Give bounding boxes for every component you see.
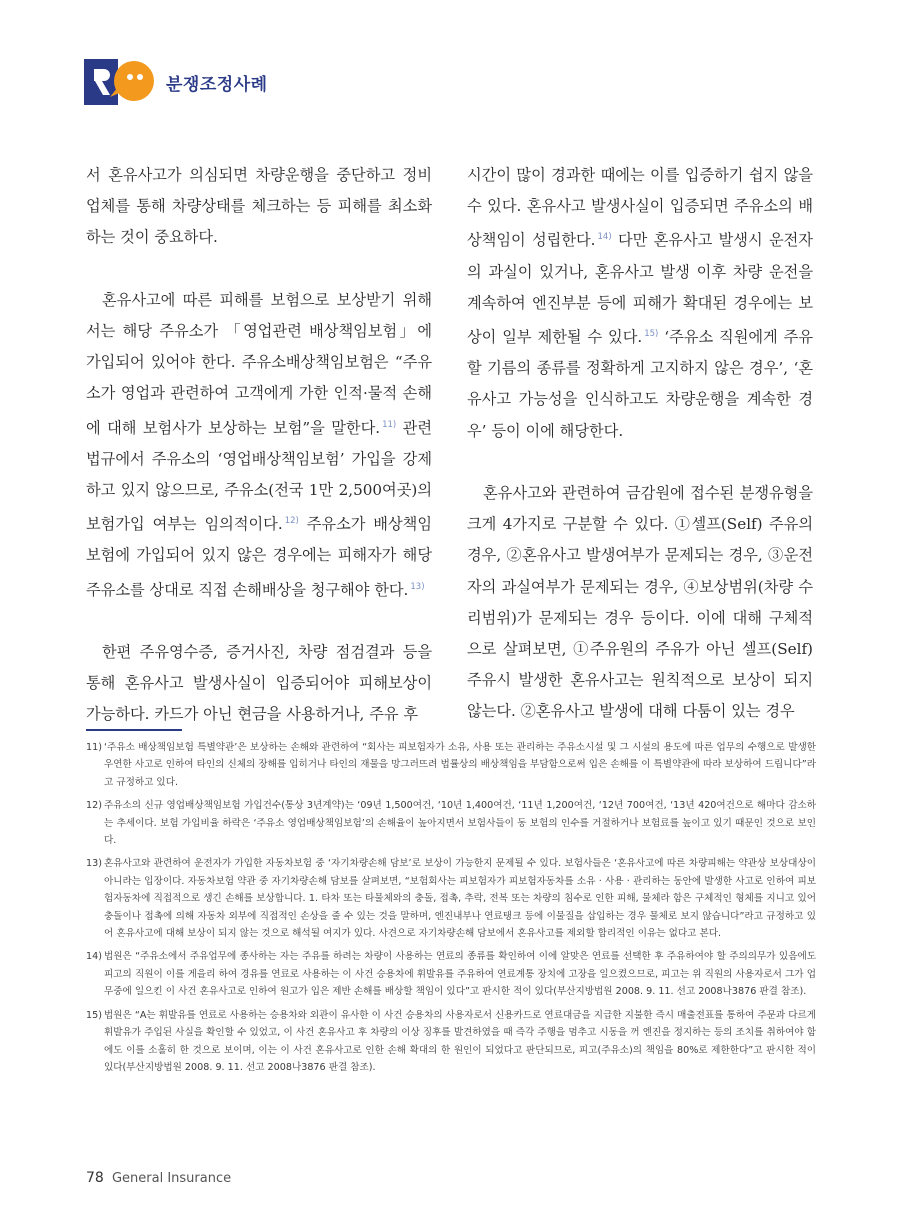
section-logo-icon [84,59,156,105]
footnote-ref[interactable]: 14) [597,232,612,243]
paragraph: 혼유사고와 관련하여 금감원에 접수된 분쟁유형을 크게 4가지로 구분할 수 있다. ①셀프(Self) 주유의 경우, ②혼유사고 발생여부가 문제되는 경우, ③운전자의 과실여부가 문제되는 경우, ④보상범위(차량 수리범위)가 문제되는 경우 등이다. 이에 대해 구체적으로 살펴보면, ①주유원의 주유가 아닌 셀프(Self) 주유시 발생한 혼유사고는 원칙적으로 보상이 되지 않는다. ②혼유사고 발생에 대해 다툼이 있는 경우 [467,484,813,721]
section-title: 분쟁조정사례 [166,74,268,95]
footnote-item: 15) 법원은 “A는 휘발유를 연료로 사용하는 승용차와 외관이 유사한 이 사건 승용차의 사용자로서 신용카드로 연료대금을 지급한 지불한 즉시 매출전표를 통하여 주문과 다르게 휘발유가 주입된 사실을 확인할 수 있었고, 이 사건 혼유사고 후 차량의 이상 징후를 발견하였을 때 즉각 주행을 멈추고 시동을 꺼 엔진을 정지하는 등의 조치를 취하여야 함에도 이를 소홀히 한 것으로 보이며, 이는 이 사건 혼유사고로 인한 손해 확대의 한 원인이 되었다고 판단되므로, 피고(주유소)의 책임을 80%로 제한한다”고 판시한 적이 있다(부산지방법원 2008. 9. 11. 선고 2008나3876 판결 참조). [86,1009,817,1073]
footnote-ref[interactable]: 11) [382,419,397,430]
publication-name: General Insurance [111,1171,232,1186]
paragraph: 서 혼유사고가 의심되면 차량운행을 중단하고 정비업체를 통해 차량상태를 체크하는 등 피해를 최소화하는 것이 중요하다. [86,166,432,247]
footnote-ref[interactable]: 13) [410,581,425,592]
footnote-divider [86,729,182,731]
page-header [84,58,268,106]
body-column-right [467,160,813,728]
footnote-ref[interactable]: 15) [644,329,659,340]
paragraph: 혼유사고에 따른 피해를 보험으로 보상받기 위해서는 해당 주유소가 「영업관련 배상책임보험」에 가입되어 있어야 한다. 주유소배상책임보험은 “주유소가 영업과 관련하여 고객에게 가한 인적·물적 손해에 대해 보험사가 보상하는 보험”을 말한다. $^{11)}$ 관련 법규에서 주유소의 ‘영업배상책임보험’ 가입을 강제하고 있지 않으므로, 주유소(전국 1만 2,500여곳)의 보험가입 여부는 임의적이다. $^{12)}$ 주유소가 배상책임보험에 가입되어 있지 않은 경우에는 피해자가 해당 주유소를 상대로 직접 손해배상을 청구해야 한다. $^{13)}$ [86,290,433,599]
body-column-left [86,160,432,731]
page-footer [86,1170,231,1186]
paragraph: 시간이 많이 경과한 때에는 이를 입증하기 쉽지 않을 수 있다. 혼유사고 발생사실이 입증되면 주유소의 배상책임이 성립한다. $^{14)}$ 다만 혼유사고 발생시 운전자의 과실이 있거나, 혼유사고 발생 이후 차량 운전을 계속하여 엔진부분 등에 피해가 확대된 경우에는 보상이 일부 제한될 수 있다. $^{15)}$ ‘주유소 직원에게 주유할 기름의 종류를 정확하게 고지하지 않은 경우’, ‘혼유사고 가능성을 인식하고도 차량운행을 계속한 경우’ 등이 이에 해당한다. [467,166,813,440]
footnotes [86,739,816,1082]
page-number: 78 [86,1170,104,1186]
footnote-item: 12) 주유소의 신규 영업배상책임보험 가입건수(통상 3년계약)는 ‘09년 1,500여건, ‘10년 1,400여건, ‘11년 1,200여건, ‘12년 700여건, ‘13년 420여건으로 해마다 감소하는 추세이다. 보험 가입비율 하락은 ‘주유소 영업배상책임보험’의 손해율이 높아지면서 보험사들이 동 보험의 인수를 거절하거나 보험료를 높이고 있기 때문인 것으로 보인다. [86,800,816,847]
paragraph: 한편 주유영수증, 증거사진, 차량 점검결과 등을 통해 혼유사고 발생사실이 입증되어야 피해보상이 가능하다. 카드가 아닌 현금을 사용하거나, 주유 후 [86,643,432,724]
footnote-item: 14) 법원은 “주유소에서 주유업무에 종사하는 자는 주유를 하려는 차량이 사용하는 연료의 종류를 확인하여 이에 알맞은 연료를 선택한 후 주유하여야 할 주의의무가 있음에도 피고의 직원이 이를 게을리 하여 경유를 연료로 사용하는 이 사건 승용차에 휘발유를 주유하여 연료계통 장치에 고장을 일으켰으므로, 피고는 위 직원의 사용자로서 그가 업무중에 일으킨 이 사건 혼유사고로 인하여 원고가 입은 제반 손해를 배상할 책임이 있다”고 판시한 적이 있다(부산지방법원 2008. 9. 11. 선고 2008나3876 판결 참조). [86,951,816,998]
footnote-ref[interactable]: 12) [284,516,299,527]
footnote-item: 11) ‘주유소 배상책임보험 특별약관’은 보상하는 손해와 관련하여 “회사는 피보험자가 소유, 사용 또는 관리하는 주유소시설 및 그 시설의 용도에 따른 업무의 수행으로 발생한 우연한 사고로 인하여 타인의 신체의 장해를 입히거나 타인의 재물을 망그러뜨려 법률상의 배상책임을 부담함으로써 입은 손해를 이 특별약관에 따라 보상하여 드립니다”라고 규정하고 있다. [86,742,816,788]
footnote-item: 13) 혼유사고와 관련하여 운전자가 가입한 자동차보험 중 ‘자기차량손해 담보’로 보상이 가능한지 문제될 수 있다. 보험사들은 ‘혼유사고에 따른 차량피해는 약관상 보상대상이 아니라는 입장이다. 자동차보험 약관 중 자기차량손해 담보를 살펴보면, “보험회사는 피보험자가 피보험자동차를 소유 · 사용 · 관리하는 동안에 발생한 사고로 인하여 피보험자동차에 직접적으로 생긴 손해를 보상합니다. 1. 타차 또는 타물체와의 충돌, 접촉, 추락, 전복 또는 차량의 침수로 인한 피해, 물체라 함은 구체적인 형체를 지니고 있어 충돌이나 접촉에 의해 자동차 외부에 직접적인 손상을 줄 수 있는 것을 말하며, 엔진내부나 연료탱크 등에 이물질을 삽입하는 경우 물체로 보지 않습니다”라고 규정하고 있어 혼유사고에 대해 보상이 되지 않는 것으로 해석될 여지가 있다. 사견으로 자기차량손해 담보에서 혼유사고를 제외할 합리적인 이유는 없다고 본다. [86,858,816,940]
